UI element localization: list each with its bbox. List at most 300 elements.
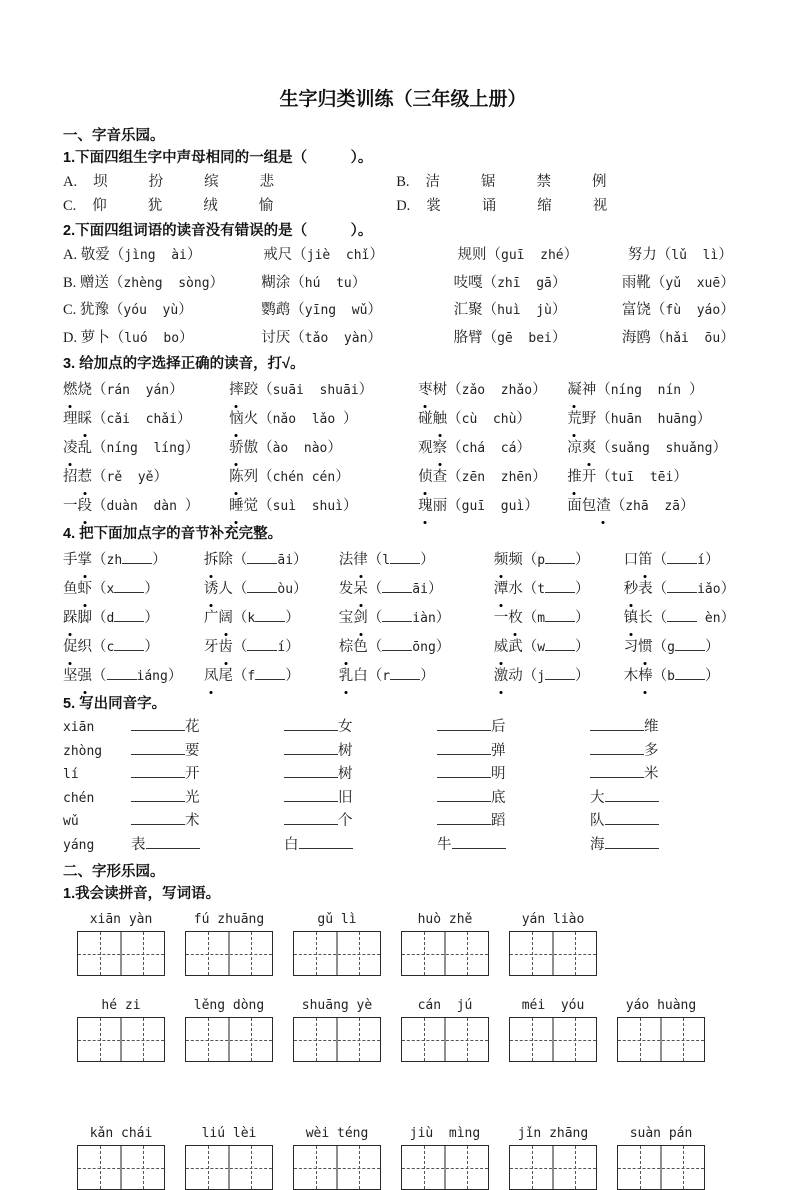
q1-options <box>63 170 743 218</box>
char: 洁 <box>425 174 440 190</box>
paren-close: ） <box>712 440 727 456</box>
word <box>204 552 233 568</box>
char: 火 <box>243 411 259 427</box>
q4-item <box>494 633 624 662</box>
word <box>339 581 368 597</box>
pinyin: luó bo <box>124 330 180 346</box>
q5-row <box>63 834 743 858</box>
word <box>261 302 290 318</box>
dotted-char: 凌 <box>63 434 78 462</box>
word <box>458 247 487 263</box>
word <box>63 552 92 568</box>
pinyin: lǔ lì <box>671 248 719 263</box>
paren-open: （ <box>596 469 611 485</box>
pinyin-label: jǐn zhāng <box>517 1126 589 1141</box>
paren-open: （ <box>596 411 611 427</box>
word <box>63 469 92 485</box>
paren-open: （ <box>447 411 462 427</box>
dotted-char: 掌 <box>78 546 93 574</box>
char: 敬 <box>80 247 96 263</box>
char: 尾 <box>218 668 233 684</box>
answer-blank <box>590 764 644 778</box>
writing-grid-unit <box>509 998 597 1062</box>
word <box>567 440 596 456</box>
paren-close: ） <box>688 382 704 398</box>
grid-horizontal-dashed <box>186 1168 272 1169</box>
paren-open: （ <box>596 440 611 456</box>
dotted-char: 渣 <box>596 492 611 520</box>
char: 鹦 <box>261 302 276 318</box>
char: 则 <box>472 247 487 263</box>
char: 观 <box>418 440 433 456</box>
writing-grid-unit <box>401 998 489 1062</box>
pinyin: yīng wǔ <box>304 303 368 318</box>
pinyin-hint: l <box>382 553 391 568</box>
char: 野 <box>581 411 597 427</box>
char: 臂 <box>468 329 483 346</box>
pinyin: ào nào <box>272 441 328 456</box>
q2-row <box>63 271 743 297</box>
pinyin: níng líng <box>106 441 185 456</box>
paren-open: （ <box>290 302 305 318</box>
q2-row <box>63 243 743 269</box>
option-label: D. <box>396 198 411 214</box>
writing-grid-unit <box>293 912 381 976</box>
pinyin: zhā zā <box>625 499 680 514</box>
dotted-char: 睡 <box>229 492 244 520</box>
answer-blank <box>284 741 338 755</box>
paren-close: ） <box>575 668 590 684</box>
paren-close: ） <box>516 411 531 427</box>
pinyin: tǎo yàn <box>304 330 368 346</box>
grid-horizontal-dashed <box>78 1168 164 1169</box>
paren-open: （ <box>656 247 672 263</box>
tianzige-box <box>77 1145 165 1190</box>
char: 鱼 <box>63 581 78 597</box>
q3-item <box>229 376 418 405</box>
char: 雨 <box>621 274 637 291</box>
pinyin: tuī tēi <box>610 470 674 485</box>
paren-close: ） <box>367 302 382 318</box>
pinyin-hint: iǎo <box>697 582 721 597</box>
char: 一 <box>63 498 78 514</box>
char: 乱 <box>77 440 92 456</box>
char: 觉 <box>243 498 259 514</box>
q4-item <box>624 575 743 604</box>
word <box>261 330 290 346</box>
q5-cell <box>131 763 284 787</box>
q3-item <box>567 463 743 492</box>
char: 面 <box>567 498 582 514</box>
word <box>229 382 258 398</box>
paren-open: （ <box>92 639 107 655</box>
paren-open: （ <box>258 382 273 398</box>
paren-open: （ <box>652 668 668 684</box>
paren-open: （ <box>482 329 498 346</box>
pinyin: suǎng shuǎng <box>610 441 713 456</box>
char: 花 <box>185 719 200 735</box>
word <box>63 668 92 684</box>
char: 卜 <box>95 329 110 346</box>
char: 开 <box>581 469 597 485</box>
q1-option-row <box>63 194 743 218</box>
dotted-char: 爽 <box>582 434 597 462</box>
dotted-char: 摔 <box>229 376 244 404</box>
char: 萝 <box>80 329 96 346</box>
pinyin-label: yán liào <box>521 912 585 927</box>
paren-open: （ <box>367 581 383 597</box>
paren-close: ） <box>704 668 720 684</box>
paren-open: （ <box>92 581 107 597</box>
q5-cell <box>437 716 590 740</box>
writing-grid-unit <box>401 1126 489 1190</box>
word <box>339 552 368 568</box>
q3-items <box>63 376 743 521</box>
word-entry <box>261 298 453 324</box>
pinyin-hint: w <box>537 640 546 655</box>
q5-cell <box>284 810 437 834</box>
paren-close: ） <box>720 610 736 626</box>
char: 扮 <box>148 174 164 190</box>
char: 赠 <box>79 274 95 291</box>
word <box>261 275 290 291</box>
q4-item <box>204 604 339 633</box>
tianzige-box <box>77 931 165 976</box>
char: 包 <box>581 498 597 514</box>
q3-item <box>63 376 229 405</box>
pinyin: zhèng sòng <box>123 275 210 291</box>
answer-blank <box>284 764 338 778</box>
pinyin-hint: f <box>247 669 256 684</box>
pinyin-hint: zh <box>106 553 123 568</box>
pinyin-label: méi yóu <box>521 998 585 1013</box>
char: 女 <box>338 719 353 735</box>
word <box>339 668 368 684</box>
word <box>454 330 483 346</box>
char: 讨 <box>261 329 276 346</box>
option-label: A. <box>63 247 81 263</box>
pinyin: fù yáo <box>665 303 721 318</box>
char: 频 <box>508 552 523 568</box>
paren-close: ） <box>696 411 712 427</box>
pinyin-hint: iàn <box>412 611 436 626</box>
char: 白 <box>353 668 368 684</box>
p2q1-stem: 1.我会读拼音，写词语。 <box>63 886 221 902</box>
char: 法 <box>338 552 354 568</box>
paren-close: ） <box>427 581 443 597</box>
pinyin-hint: c <box>106 640 115 655</box>
paren-open: （ <box>486 247 501 263</box>
writing-grid-unit <box>77 998 165 1062</box>
char: 糊 <box>261 274 276 291</box>
char: 爱 <box>95 247 110 263</box>
q4-item <box>339 575 494 604</box>
char: 绒 <box>203 198 218 214</box>
dotted-char: 棒 <box>638 662 653 690</box>
tianzige-box <box>617 1017 705 1062</box>
word-entry <box>63 326 261 352</box>
q2-stem: 2.下面四组词语的读音没有错误的是（ ）。 <box>63 223 373 239</box>
grid-horizontal-dashed <box>618 1040 704 1041</box>
q5-cell <box>437 740 590 764</box>
pinyin-hint: iáng <box>136 669 168 684</box>
paren-close: ） <box>435 639 451 655</box>
tianzige-box <box>401 1145 489 1190</box>
word <box>622 330 651 346</box>
q4-item <box>624 604 743 633</box>
char: 个 <box>338 813 353 829</box>
paren-open: （ <box>292 247 307 263</box>
dotted-char: 棕 <box>339 633 354 661</box>
word <box>628 247 657 263</box>
q5-row <box>63 740 743 764</box>
paren-open: （ <box>650 329 666 346</box>
q4-item <box>63 633 204 662</box>
paren-close: ） <box>178 302 193 318</box>
char: 送 <box>94 274 109 291</box>
q4-item <box>204 575 339 604</box>
char: 习 <box>623 639 639 655</box>
writing-grid-unit <box>185 998 273 1062</box>
q4-item <box>63 575 204 604</box>
word-entry <box>454 298 622 324</box>
paren-close: ） <box>420 668 435 684</box>
word <box>229 411 258 427</box>
char: 神 <box>581 382 597 398</box>
option-label: C. <box>63 302 80 318</box>
pinyin-hint: g <box>667 640 675 655</box>
char: 犹 <box>79 302 95 318</box>
paren-close: ） <box>575 639 590 655</box>
answer-blank <box>255 666 285 680</box>
pinyin-hint: òu <box>277 582 294 597</box>
grid-horizontal-dashed <box>402 1040 488 1041</box>
paren-close: ） <box>293 581 308 597</box>
pinyin-label: hé zi <box>101 998 141 1013</box>
word <box>80 275 109 291</box>
pinyin: yǔ xuē <box>665 275 721 291</box>
answer-blank <box>545 608 575 622</box>
q3-item <box>418 434 567 463</box>
grid-horizontal-dashed <box>510 1040 596 1041</box>
word <box>418 440 447 456</box>
q4-item <box>204 546 339 575</box>
dotted-char: 荒 <box>567 405 582 433</box>
answer-blank <box>382 637 412 651</box>
grid-horizontal-dashed <box>510 1168 596 1169</box>
answer-blank <box>590 741 644 755</box>
paren-open: （ <box>447 498 462 514</box>
paren-open: （ <box>92 498 107 514</box>
paren-close: ） <box>563 247 579 263</box>
char: 查 <box>432 469 448 485</box>
answer-blank <box>131 764 185 778</box>
dotted-char: 威 <box>494 633 509 661</box>
grid-horizontal-dashed <box>402 1168 488 1169</box>
paren-open: （ <box>232 639 248 655</box>
q4-item <box>494 575 624 604</box>
q2-row <box>63 298 743 324</box>
pinyin-hint: í <box>697 553 705 568</box>
dotted-char: 骄 <box>229 434 244 462</box>
q5-row <box>63 810 743 834</box>
answer-blank <box>284 717 338 731</box>
q5-stem: 5. 写出同音字。 <box>63 696 167 712</box>
word <box>567 411 596 427</box>
answer-blank <box>605 788 659 802</box>
writing-grid-rows <box>63 912 743 1190</box>
paren-open: （ <box>92 552 107 568</box>
tianzige-box <box>293 1145 381 1190</box>
paren-close: ） <box>369 247 384 263</box>
pinyin-hint: k <box>247 611 256 626</box>
grid-horizontal-dashed <box>78 1040 164 1041</box>
char: 饶 <box>636 302 651 318</box>
tianzige-box <box>509 1017 597 1062</box>
answer-blank <box>437 764 491 778</box>
word-entry <box>454 326 622 352</box>
section1-heading: 一、字音乐园。 <box>63 128 165 144</box>
word <box>339 610 368 626</box>
q3-item <box>63 463 229 492</box>
dotted-char: 侦 <box>418 463 433 491</box>
paren-open: （ <box>92 610 107 626</box>
char: 尺 <box>277 247 293 263</box>
char: 诵 <box>481 198 497 214</box>
word-entry <box>622 298 743 324</box>
q3-item <box>567 434 743 463</box>
paren-close: ） <box>575 581 590 597</box>
q3-item <box>63 434 229 463</box>
answer-blank <box>545 666 575 680</box>
tianzige-box <box>401 1017 489 1062</box>
q5-cell <box>131 716 284 740</box>
char: 宝 <box>338 610 354 626</box>
pinyin: cù chù <box>461 412 517 427</box>
writing-grid-unit <box>77 1126 165 1190</box>
answer-blank <box>247 579 277 593</box>
paren-open: （ <box>258 411 273 427</box>
pinyin-hint: m <box>537 611 546 626</box>
paren-open: （ <box>108 302 124 318</box>
word <box>622 302 651 318</box>
tianzige-box <box>185 1145 273 1190</box>
paren-close: ） <box>327 440 342 456</box>
paren-open: （ <box>290 329 305 346</box>
word <box>494 581 523 597</box>
q5-pinyin-label: chén <box>63 790 95 806</box>
q3-item <box>418 492 567 521</box>
dotted-char: 燃 <box>63 376 78 404</box>
paren-open: （ <box>610 498 626 514</box>
char: 木 <box>623 668 639 684</box>
paren-close: ） <box>285 639 300 655</box>
pinyin-hint: p <box>537 553 546 568</box>
paren-open: （ <box>92 440 107 456</box>
paren-open: （ <box>92 411 107 427</box>
dotted-char: 凤 <box>204 662 219 690</box>
answer-blank <box>390 666 420 680</box>
q1-option-A <box>63 170 396 194</box>
q5-row <box>63 787 743 811</box>
char: 汇 <box>453 302 469 318</box>
char: 队 <box>590 813 605 829</box>
paren-open: （ <box>447 382 462 398</box>
char: 禁 <box>536 174 551 190</box>
answer-blank <box>590 717 644 731</box>
q5-row <box>63 716 743 740</box>
pinyin: rě yě <box>106 470 154 485</box>
q4-item <box>339 633 494 662</box>
char: 弹 <box>491 742 506 759</box>
paren-open: （ <box>290 274 305 291</box>
paren-open: （ <box>232 610 248 626</box>
pinyin: chén cén <box>272 470 336 485</box>
paren-open: （ <box>482 302 498 318</box>
word <box>624 552 653 568</box>
char: 列 <box>243 469 259 485</box>
word <box>63 382 92 398</box>
paren-close: ） <box>575 552 590 568</box>
char: 锯 <box>480 174 496 190</box>
grid-horizontal-dashed <box>294 954 380 955</box>
answer-blank <box>247 550 277 564</box>
dotted-char: 段 <box>78 492 93 520</box>
q5-cell <box>590 810 743 834</box>
paren-close: ） <box>152 552 167 568</box>
pinyin-hint: āi <box>277 553 294 568</box>
q5-cell <box>437 834 590 858</box>
q4-stem: 4. 把下面加点字的音节补充完整。 <box>63 526 283 542</box>
paren-open: （ <box>367 639 383 655</box>
pinyin: hǎi ōu <box>665 330 721 346</box>
pinyin: huān huāng <box>610 412 697 427</box>
dotted-char: 阔 <box>218 604 233 632</box>
char: 树 <box>432 382 448 398</box>
char: 表 <box>131 836 146 853</box>
q3-item <box>63 492 229 521</box>
word <box>63 581 92 597</box>
answer-blank <box>437 788 491 802</box>
word <box>624 581 653 597</box>
char: 傲 <box>243 440 259 456</box>
grid-horizontal-dashed <box>618 1168 704 1169</box>
q5-pinyin-label: yáng <box>63 837 95 853</box>
char: 坝 <box>93 174 108 190</box>
char: 例 <box>591 174 607 190</box>
paren-open: （ <box>596 382 611 398</box>
dotted-char: 镇 <box>624 604 639 632</box>
paren-open: （ <box>522 668 538 684</box>
word <box>418 382 447 398</box>
char: 厌 <box>275 329 291 346</box>
word-entry <box>63 243 263 269</box>
word <box>567 469 596 485</box>
pinyin: zhī gā <box>497 275 552 291</box>
word <box>418 498 447 514</box>
paren-close: ） <box>285 668 300 684</box>
q3-item <box>229 434 418 463</box>
pinyin: duàn dàn <box>106 499 185 514</box>
char: 动 <box>508 668 523 684</box>
paren-open: （ <box>108 274 124 291</box>
answer-blank <box>605 811 659 825</box>
char: 跤 <box>243 382 259 398</box>
q4-item <box>339 662 494 691</box>
q4-items <box>63 546 743 691</box>
paren-open: （ <box>652 610 668 626</box>
paren-close: ） <box>551 329 567 346</box>
